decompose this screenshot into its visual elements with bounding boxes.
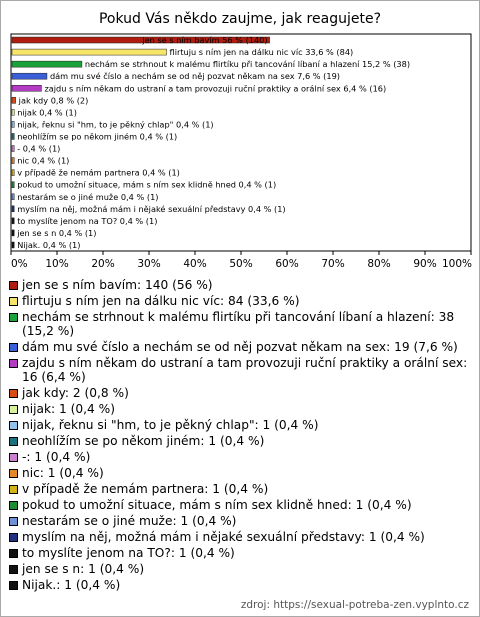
legend-label: nestarám se o jiné muže: 1 (0,4 %) [22, 514, 237, 528]
bar [12, 85, 41, 91]
legend-swatch [9, 533, 18, 542]
legend-item [9, 482, 471, 496]
bar [12, 182, 14, 188]
bar [12, 97, 16, 103]
legend-item [9, 514, 471, 528]
legend-item [9, 310, 471, 338]
bar [12, 170, 14, 176]
bar-label: flirtuju s ním jen na dálku nic víc 33,6 % (84) [169, 47, 354, 58]
legend-swatch [9, 517, 18, 526]
legend-item [9, 546, 471, 560]
legend-item [9, 356, 471, 384]
legend-label: -: 1 (0,4 %) [22, 450, 91, 464]
legend-swatch [9, 389, 18, 398]
bar [12, 121, 14, 127]
bar-label: nestarám se o jiné muže 0,4 % (1) [17, 191, 159, 202]
legend-label: zajdu s ním někam do ustraní a tam provozuji ruční praktiky a orální sex: 16 (6,4 %) [22, 356, 468, 384]
bar [12, 133, 14, 139]
bar-label: myslím na něj, možná mám i nějaké sexuální představy 0,4 % (1) [17, 203, 286, 214]
legend-label: jen se s n: 1 (0,4 %) [22, 562, 145, 576]
bar-label: jak kdy 0,8 % (2) [18, 95, 89, 106]
legend-swatch [9, 343, 18, 352]
bar-label: Nijak. 0,4 % (1) [17, 239, 81, 250]
legend-label: v případě že nemám partnera: 1 (0,4 %) [22, 482, 269, 496]
bar-label: nijak, řeknu si "hm, to je pěkný chlap" 0,4 % (1) [17, 119, 214, 130]
source-link[interactable]: zdroj: https://sexual-potreba-zen.vyplnto.cz [240, 599, 469, 611]
x-tick-label: 80% [367, 258, 391, 270]
legend-item [9, 530, 471, 544]
x-tick-label: 100% [441, 258, 473, 270]
legend-item [9, 434, 471, 448]
legend-item [9, 418, 471, 432]
legend-item [9, 278, 471, 292]
legend-label: jak kdy: 2 (0,8 %) [22, 386, 129, 400]
legend-label: nic: 1 (0,4 %) [22, 466, 104, 480]
legend-swatch [9, 581, 18, 590]
bar-label: to myslíte jenom na TO? 0,4 % (1) [17, 215, 158, 226]
bar [12, 61, 82, 67]
chart-title: Pokud Vás někdo zaujme, jak reagujete? [98, 11, 381, 27]
legend-item [9, 466, 471, 480]
legend-item [9, 294, 471, 308]
legend-label: jen se s ním bavím: 140 (56 %) [22, 278, 213, 292]
bar [12, 194, 14, 200]
x-tick-label: 40% [183, 258, 207, 270]
x-tick-label: 10% [45, 258, 69, 270]
bar-label: pokud to umožní situace, mám s ním sex klidně hned 0,4 % (1) [17, 179, 277, 190]
legend-swatch [9, 297, 18, 306]
legend-label: nijak, řeknu si "hm, to je pěkný chlap": 1 (0,4 %) [22, 418, 319, 432]
bar [12, 49, 167, 55]
legend-swatch [9, 359, 18, 368]
legend-label: pokud to umožní situace, mám s ním sex klidně hned: 1 (0,4 %) [22, 498, 412, 512]
legend-label: flirtuju s ním jen na dálku nic víc: 84 (33,6 %) [22, 294, 300, 308]
legend-swatch [9, 421, 18, 430]
bar [12, 218, 14, 224]
bar [12, 73, 47, 79]
legend-swatch [9, 501, 18, 510]
x-tick-label: 70% [321, 258, 345, 270]
legend-item [9, 562, 471, 576]
bar-label: jen se s n 0,4 % (1) [17, 227, 97, 238]
bar-label: nic 0,4 % (1) [17, 155, 70, 166]
legend-item [9, 450, 471, 464]
legend-swatch [9, 485, 18, 494]
legend-label: nijak: 1 (0,4 %) [22, 402, 115, 416]
bar-label: neohlížím se po někom jiném 0,4 % (1) [17, 131, 178, 142]
x-tick-label: 90% [413, 258, 437, 270]
bar-label: jen se s ním bavím 56 % (140) [142, 35, 268, 46]
legend-label: to myslíte jenom na TO?: 1 (0,4 %) [22, 546, 235, 560]
x-tick-label: 0% [11, 258, 28, 270]
bar-chart [1, 1, 479, 276]
legend-swatch [9, 469, 18, 478]
legend-item [9, 386, 471, 400]
bar [12, 230, 14, 236]
bar-label: nijak 0,4 % (1) [17, 107, 77, 118]
legend-item [9, 402, 471, 416]
bar-label: zajdu s ním někam do ustraní a tam provozuji ruční praktiky a orální sex 6,4 % (16) [44, 83, 387, 94]
bar [12, 146, 14, 152]
legend-item [9, 340, 471, 354]
legend-swatch [9, 313, 18, 322]
x-tick-label: 60% [275, 258, 299, 270]
x-tick-label: 30% [137, 258, 161, 270]
legend-swatch [9, 405, 18, 414]
bar [12, 206, 14, 212]
bar [12, 158, 14, 164]
legend-item [9, 578, 471, 592]
legend-label: neohlížím se po někom jiném: 1 (0,4 %) [22, 434, 265, 448]
bar-label: - 0,4 % (1) [17, 143, 61, 154]
bar-label: v případě že nemám partnera 0,4 % (1) [17, 167, 180, 178]
legend-label: dám mu své číslo a nechám se od něj pozvat někam na sex: 19 (7,6 %) [22, 340, 458, 354]
legend-swatch [9, 549, 18, 558]
legend-label: Nijak.: 1 (0,4 %) [22, 578, 121, 592]
bar [12, 109, 14, 115]
bar-label: nechám se strhnout k malému flirtíku při tancování líbaní a hlazení 15,2 % (38) [84, 59, 411, 70]
legend-label: myslím na něj, možná mám i nějaké sexuální představy: 1 (0,4 %) [22, 530, 425, 544]
legend-swatch [9, 437, 18, 446]
bar-label: dám mu své číslo a nechám se od něj pozvat někam na sex 7,6 % (19) [49, 71, 340, 82]
legend-swatch [9, 453, 18, 462]
x-tick-label: 20% [91, 258, 115, 270]
legend [9, 278, 471, 594]
legend-swatch [9, 565, 18, 574]
legend-item [9, 498, 471, 512]
legend-swatch [9, 281, 18, 290]
bar [12, 242, 14, 248]
legend-label: nechám se strhnout k malému flirtíku při tancování líbaní a hlazení: 38 (15,2 %) [22, 310, 455, 338]
x-tick-label: 50% [229, 258, 253, 270]
